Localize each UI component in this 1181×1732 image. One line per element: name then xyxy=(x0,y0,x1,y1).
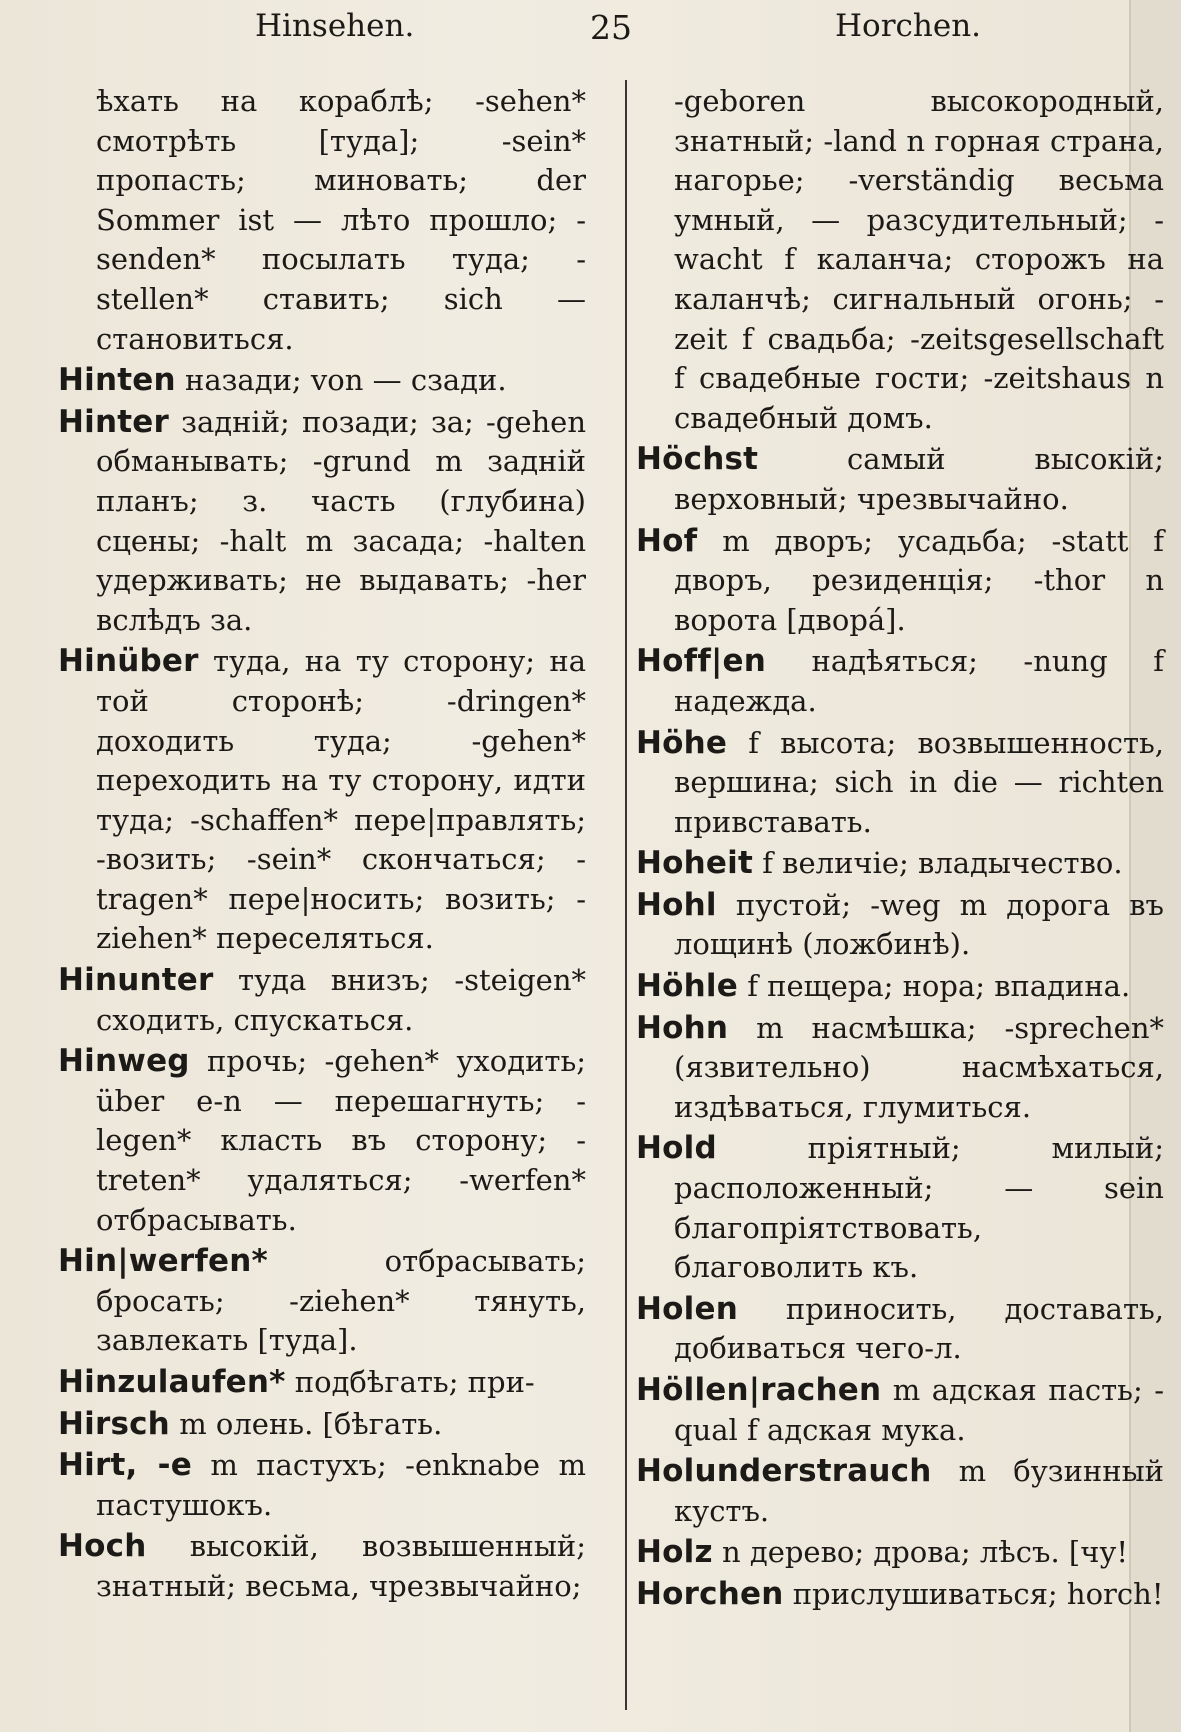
entry-headword: Höchst xyxy=(636,441,759,478)
dictionary-entry xyxy=(58,1242,586,1361)
dictionary-entry xyxy=(636,724,1164,843)
entry-definition: n дерево; дрова; лѣсъ. [чу! xyxy=(721,1535,1129,1570)
dictionary-entry xyxy=(58,642,586,959)
entry-definition: заднiй; позади; за; -gehen обманывать; -grund m заднiй планъ; з. часть (глубина) сцены; -halt m засада; -halten удерживать; не выдавать; -her вслѣдъ за. xyxy=(96,404,587,637)
column-divider xyxy=(625,80,627,1710)
left-column xyxy=(58,82,586,1609)
entry-headword: Hirt, -e xyxy=(58,1447,192,1484)
dictionary-entry xyxy=(636,1371,1164,1450)
entry-definition: m бузинный кустъ. xyxy=(674,1454,1164,1528)
dictionary-entry xyxy=(636,1533,1164,1573)
dictionary-entry xyxy=(58,1363,586,1403)
entry-headword: Holz xyxy=(636,1534,713,1571)
dictionary-entry xyxy=(58,1405,586,1445)
page-number: 25 xyxy=(590,8,632,47)
entry-definition: высокiй, возвышенный; знатный; весьма, чрезвычайно; xyxy=(96,1529,586,1603)
entry-headword: Hinweg xyxy=(58,1043,190,1080)
entry-headword: Hinzulaufen* xyxy=(58,1364,286,1400)
entry-definition: прочь; -gehen* уходить; über e-n — перешагнуть; -legen* класть въ сторону; -treten* удаляться; -werfen* отбрасывать. xyxy=(96,1044,587,1237)
continued-entry xyxy=(636,82,1164,438)
dictionary-entry xyxy=(636,1290,1164,1369)
entry-headword: Hinten xyxy=(58,362,176,399)
entry-headword: Hohn xyxy=(636,1009,729,1046)
continued-entry xyxy=(58,82,586,359)
entry-headword: Hohl xyxy=(636,886,717,923)
entry-definition: назади; von — сзади. xyxy=(184,363,507,398)
dictionary-entry xyxy=(636,1129,1164,1287)
entry-definition: прiятный; милый; расположенный; — sein благопрiятствовать, благоволить къ. xyxy=(674,1131,1164,1285)
entry-headword: Holunderstrauch xyxy=(636,1453,932,1490)
entry-headword: Hinter xyxy=(58,403,169,440)
entry-headword: Hold xyxy=(636,1130,717,1167)
entry-definition: пустой; -weg m дорога въ лощинѣ (ложбинѣ). xyxy=(674,887,1165,962)
entry-headword: Hin|werfen* xyxy=(58,1243,268,1280)
right-column xyxy=(636,82,1164,1617)
entry-definition: самый высокiй; верховный; чрезвычайно. xyxy=(674,442,1164,516)
entry-definition: ѣхать на кораблѣ; -sehen* смотрѣть [туда]; -sein* пропасть; миновать; der Sommer ist — лѣто прошло; -senden* посылать туда; -stellen* ставить; sich — становиться. xyxy=(96,84,586,356)
entry-headword: Höllen|rachen xyxy=(636,1372,882,1408)
entry-headword: Hoch xyxy=(58,1528,147,1565)
entry-definition: m олень. [бѣгать. xyxy=(179,1406,443,1441)
entry-definition: m насмѣшка; -sprechen* (язвительно) насмѣхаться, издѣваться, глумиться. xyxy=(674,1010,1165,1124)
entry-headword: Höhe xyxy=(636,724,728,761)
dictionary-entry xyxy=(58,961,586,1040)
entry-definition: отбрасывать; бросать; -ziehen* тянуть, завлекать [туда]. xyxy=(96,1244,586,1358)
dictionary-entry xyxy=(636,886,1164,965)
dictionary-entry xyxy=(636,440,1164,519)
entry-headword: Hoheit xyxy=(636,845,753,882)
dictionary-entry xyxy=(58,1527,586,1606)
entry-headword: Horchen xyxy=(636,1575,784,1612)
entry-definition: туда внизъ; -steigen* сходить, спускаться. xyxy=(96,963,587,1037)
entry-definition: прислушиваться; horch! xyxy=(792,1576,1164,1611)
entry-definition: подбѣгать; при- xyxy=(294,1365,535,1399)
dictionary-entry xyxy=(636,967,1164,1007)
dictionary-entry xyxy=(58,361,586,401)
dictionary-entry xyxy=(58,403,586,641)
entry-definition: m адская пасть; -qual f адская мука. xyxy=(674,1373,1164,1447)
entry-definition: m дворъ; усадьба; -statt f дворъ, резиденцiя; -thor n ворота [дворá]. xyxy=(674,523,1164,637)
entry-headword: Hirsch xyxy=(58,1405,170,1442)
dictionary-entry xyxy=(636,642,1164,721)
dictionary-entry xyxy=(636,1009,1164,1128)
entry-definition: -geboren высокородный, знатный; -land n горная страна, нагорье; -verständig весьма умный, — разсудительный; -wacht f каланча; сторожъ на каланчѣ; сигнальный огонь; -zeit f свадьба; -zeitsgesellschaft f свадебные гости; -zeitshaus n свадебный домъ. xyxy=(674,84,1164,435)
entry-headword: Hoff|en xyxy=(636,643,767,680)
entry-definition: надѣяться; -nung f надежда. xyxy=(674,644,1165,718)
left-guide-word: Hinsehen. xyxy=(255,8,415,44)
dictionary-entry xyxy=(636,1575,1164,1615)
dictionary-entry xyxy=(58,1446,586,1525)
running-header xyxy=(0,8,1181,68)
entry-definition: f величiе; владычество. xyxy=(762,846,1123,881)
entry-definition: туда, на ту сторону; на той сторонѣ; -dringen* доходить туда; -gehen* переходить на ту сторону, идти туда; -schaffen* пере|правлять; -возить; -sein* скончаться; -tragen* пере|носить; возить; -ziehen* переселяться. xyxy=(96,644,586,956)
entry-definition: f высота; возвышенность, вершина; sich in die — richten привставать. xyxy=(674,725,1164,839)
dictionary-entry xyxy=(58,1042,586,1240)
entry-headword: Holen xyxy=(636,1290,738,1327)
entry-definition: m пастухъ; -enknabe m пастушокъ. xyxy=(96,1448,586,1522)
entry-definition: f пещера; нора; впадина. xyxy=(747,969,1131,1004)
entry-headword: Hof xyxy=(636,522,698,559)
entry-headword: Hinunter xyxy=(58,962,214,999)
entry-definition: приносить, доставать, добиваться чего-л. xyxy=(674,1291,1164,1366)
entry-headword: Höhle xyxy=(636,968,738,1005)
dictionary-entry xyxy=(636,522,1164,641)
right-guide-word: Horchen. xyxy=(835,8,982,44)
dictionary-entry xyxy=(636,844,1164,884)
dictionary-entry xyxy=(636,1452,1164,1531)
entry-headword: Hinüber xyxy=(58,643,199,680)
